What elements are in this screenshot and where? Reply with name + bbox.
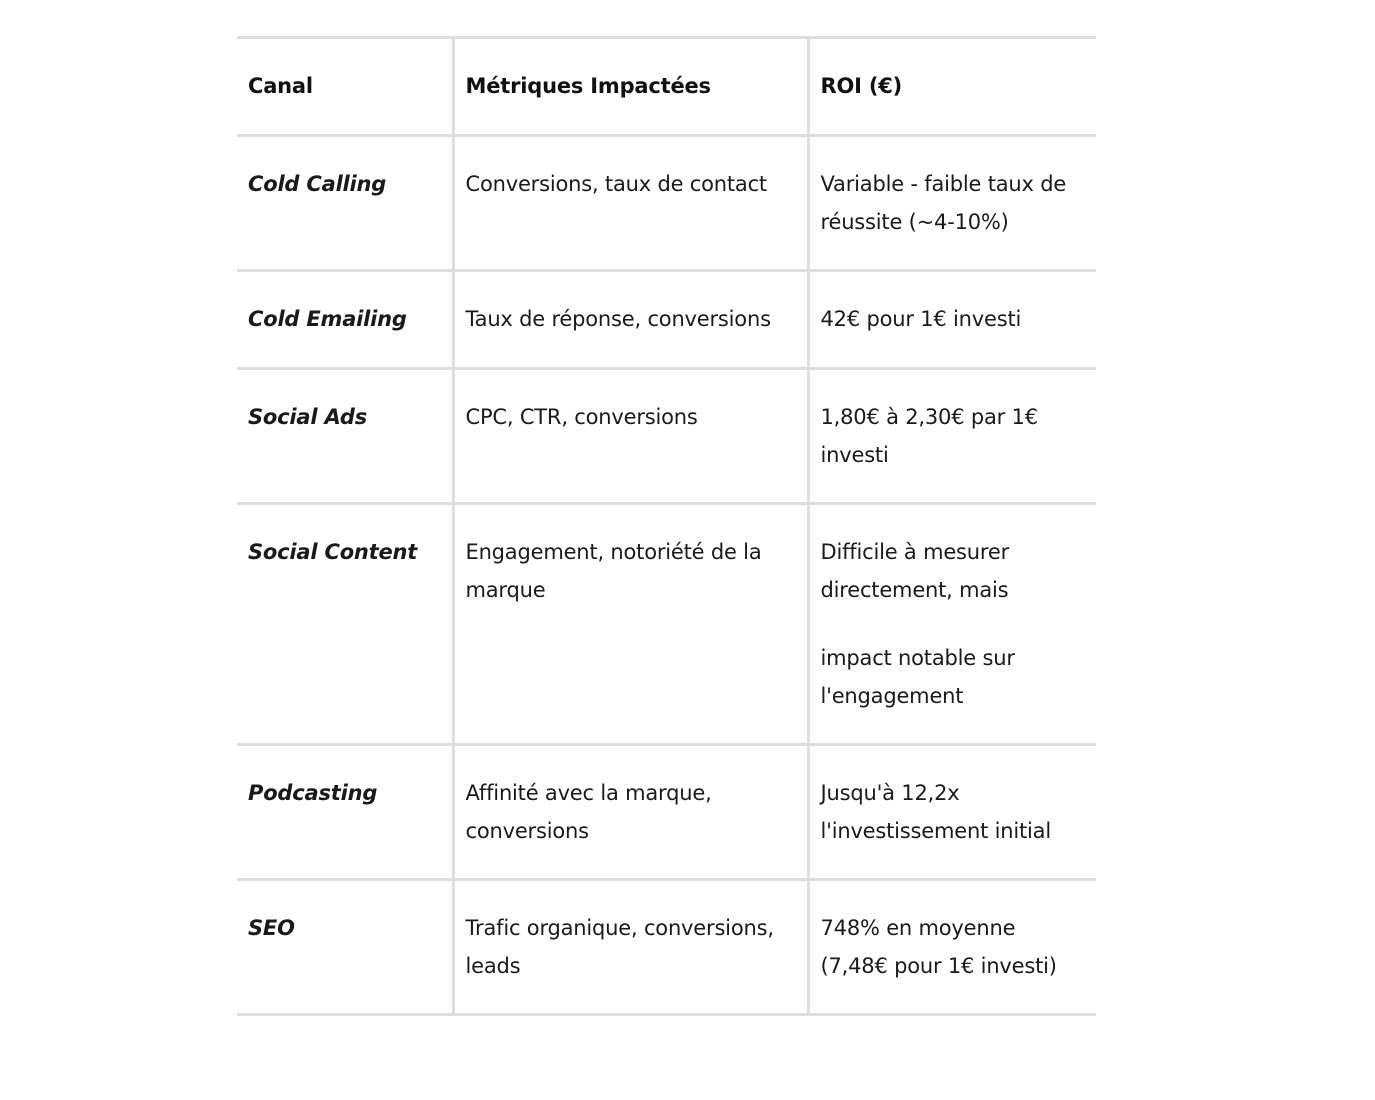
table-row xyxy=(237,369,1096,504)
header-canal: Canal xyxy=(237,38,453,136)
cell-canal: Cold Calling xyxy=(237,136,453,271)
cell-metriques: Engagement, notoriété de la marque xyxy=(453,504,808,745)
cell-canal: SEO xyxy=(237,880,453,1015)
table-row xyxy=(237,271,1096,369)
roi-text: 748% en moyenne (7,48€ pour 1€ investi) xyxy=(820,916,1057,978)
cell-roi xyxy=(808,271,1096,369)
cell-roi xyxy=(808,136,1096,271)
cell-metriques: CPC, CTR, conversions xyxy=(453,369,808,504)
roi-text: Jusqu'à 12,2x l'investissement initial xyxy=(820,781,1051,843)
cell-roi xyxy=(808,880,1096,1015)
table-row xyxy=(237,504,1096,745)
cell-canal: Social Content xyxy=(237,504,453,745)
cell-roi xyxy=(808,369,1096,504)
roi-comparison-table xyxy=(237,36,1096,1016)
cell-roi xyxy=(808,504,1096,745)
roi-text: 42€ pour 1€ investi xyxy=(820,307,1022,331)
table-header-row xyxy=(237,38,1096,136)
cell-metriques: Trafic organique, conversions, leads xyxy=(453,880,808,1015)
cell-canal: Social Ads xyxy=(237,369,453,504)
cell-metriques: Conversions, taux de contact xyxy=(453,136,808,271)
header-metriques: Métriques Impactées xyxy=(453,38,808,136)
roi-text: Variable - faible taux de réussite (~4-10%) xyxy=(820,172,1067,234)
cell-metriques: Affinité avec la marque, conversions xyxy=(453,745,808,880)
cell-canal: Cold Emailing xyxy=(237,271,453,369)
header-roi: ROI (€) xyxy=(808,38,1096,136)
cell-roi xyxy=(808,745,1096,880)
table-row xyxy=(237,136,1096,271)
roi-text: Difficile à mesurer directement, mais xyxy=(820,540,1010,602)
roi-text-continued: impact notable sur l'engagement xyxy=(820,646,1015,708)
cell-canal: Podcasting xyxy=(237,745,453,880)
table-row xyxy=(237,745,1096,880)
roi-text: 1,80€ à 2,30€ par 1€ investi xyxy=(820,405,1038,467)
cell-metriques: Taux de réponse, conversions xyxy=(453,271,808,369)
table-row xyxy=(237,880,1096,1015)
